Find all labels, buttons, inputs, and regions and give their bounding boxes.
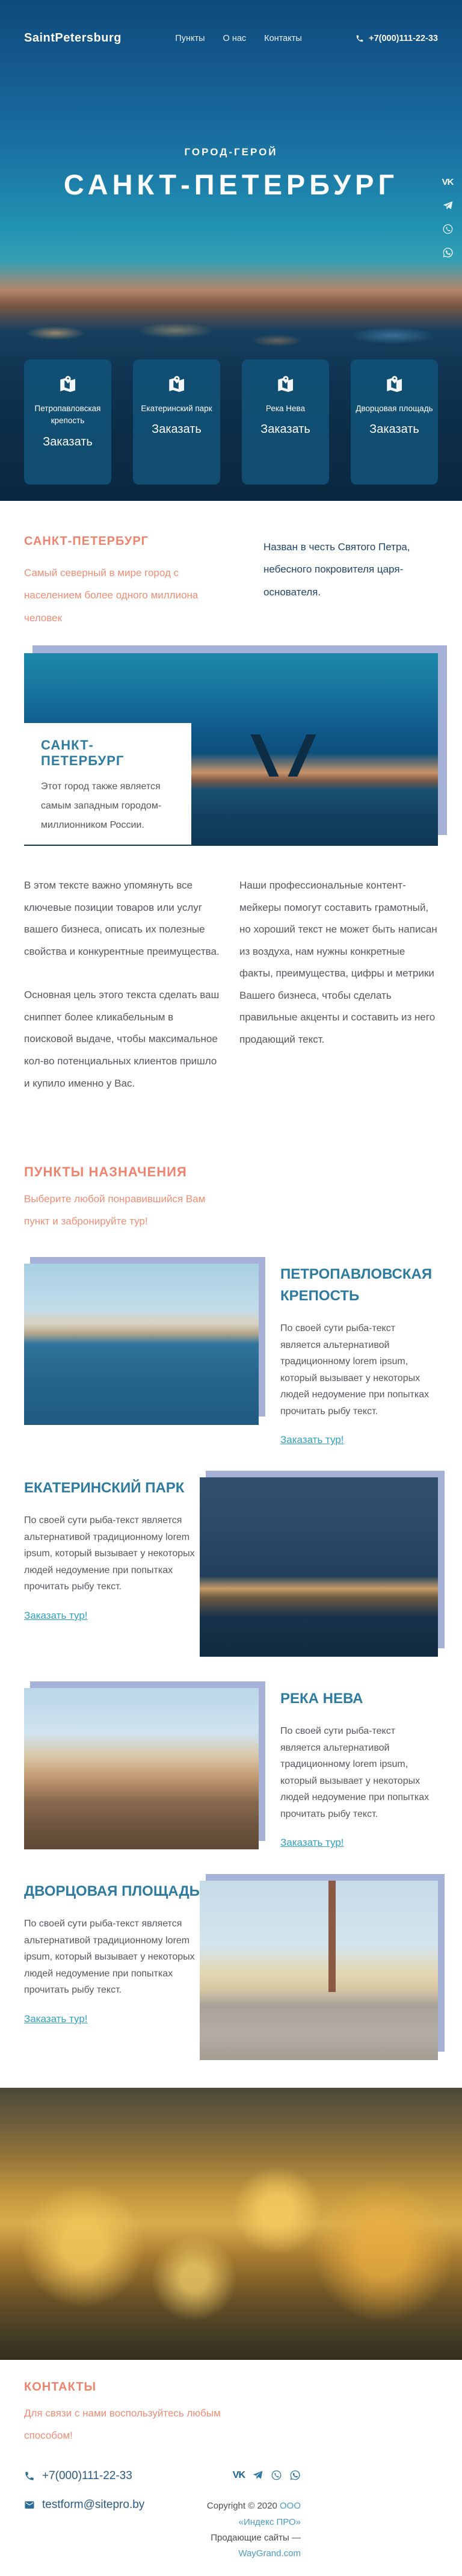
photo-overlay-card (24, 723, 191, 845)
waygrand-link[interactable]: WayGrand.com (238, 2548, 301, 2559)
hero-card-title: Река Нева (265, 404, 306, 413)
destination-block-park (0, 1477, 462, 1657)
book-tour-link[interactable]: Заказать тур! (280, 1837, 344, 1849)
phone-icon (24, 2471, 35, 2481)
header-phone-number: +7(000)111-22-33 (369, 33, 438, 43)
main-nav (122, 34, 356, 43)
destination-text: По своей сути рыба-текст является альтернативой традиционному lorem ipsum, который вызывает у некоторых людей недоумение при попытках прочитать рыбу текст. (280, 1323, 430, 1417)
whatsapp-icon[interactable] (442, 246, 454, 258)
about-text-columns (0, 875, 462, 1116)
nav-item-about[interactable]: О нас (223, 33, 247, 43)
park-photo (200, 1477, 438, 1657)
contacts-subtitle: Для связи с нами воспользуйтесь любым способом! (24, 2407, 221, 2441)
order-button[interactable]: Заказать (260, 423, 310, 436)
contacts-section (0, 2360, 462, 2576)
hero-social-bar (442, 176, 454, 258)
about-heading: САНКТ-ПЕТЕРБУРГ (24, 535, 149, 548)
destination-title: ЕКАТЕРИНСКИЙ ПАРК (24, 1480, 185, 1497)
hero-card-neva[interactable] (242, 359, 329, 485)
hero-cards (24, 359, 438, 485)
fortress-photo (24, 1264, 259, 1425)
nav-item-contacts[interactable]: Контакты (264, 33, 302, 43)
hero-card-park[interactable] (133, 359, 220, 485)
destination-title: ДВОРЦОВАЯ ПЛОЩАДЬ (24, 1883, 200, 1900)
about-section (0, 535, 462, 629)
book-tour-link[interactable]: Заказать тур! (24, 2013, 88, 2025)
book-tour-link[interactable]: Заказать тур! (280, 1434, 344, 1446)
about-paragraph: Наши профессиональные контент-мейкеры помогут составить грамотный, но хороший текст не может быть написан из воздуха, нам нужны конкретные факты, преимущества, цифры и метрики Вашего бизнеса, чтобы сделать правильные акценты и составить из него продающий текст. (239, 880, 437, 1045)
phone-icon (356, 34, 364, 43)
footer-social-bar (232, 2469, 301, 2481)
bridge-photo-panel (24, 653, 438, 846)
hero-card-title: Екатеринский парк (141, 404, 212, 413)
destination-title: ПЕТРОПАВЛОВСКАЯ КРЕПОСТЬ (280, 1266, 433, 1305)
about-paragraph: В этом тексте важно упомянуть все ключевые позиции товаров или услуг вашего бизнеса, описать их полезные свойства и конкурентные преимущества. (24, 880, 220, 957)
hero-card-square[interactable] (351, 359, 438, 485)
destination-text: По своей сути рыба-текст является альтернативой традиционному lorem ipsum, который вызывает у некоторых людей недоумение при попытках прочитать рыбу текст. (24, 1919, 195, 1996)
about-paragraph: Основная цель этого текста сделать ваш сниппет более кликабельным в поисковой выдаче, чтобы максимальное кол-во потенциальных клиентов пришло и купило именно у Вас. (24, 989, 220, 1089)
hero-card-title: Петропавловская крепость (34, 404, 101, 426)
map-pin-icon (276, 374, 296, 395)
telegram-icon[interactable] (252, 2469, 263, 2481)
contacts-heading: КОНТАКТЫ (24, 2380, 97, 2394)
destinations-heading: ПУНКТЫ НАЗНАЧЕНИЯ (24, 1164, 187, 1180)
map-pin-icon (384, 374, 405, 395)
neva-photo (24, 1688, 259, 1849)
vk-icon[interactable]: VK (442, 176, 454, 187)
about-lead: Самый северный в мире город с населением более одного миллиона человек (24, 567, 199, 624)
nav-item-destinations[interactable]: Пункты (175, 33, 205, 43)
order-button[interactable]: Заказать (369, 423, 419, 436)
overlay-heading: САНКТ-ПЕТЕРБУРГ (41, 737, 125, 769)
email-icon (24, 2500, 35, 2510)
hero-card-title: Дворцовая площадь (356, 404, 433, 413)
hero-subtitle: ГОРОД-ГЕРОЙ (184, 146, 278, 158)
copyright-block (180, 2498, 301, 2562)
destination-block-square (0, 1881, 462, 2060)
map-pin-icon (58, 374, 78, 395)
order-button[interactable]: Заказать (43, 435, 93, 448)
hero-section (0, 0, 462, 501)
order-button[interactable]: Заказать (152, 423, 202, 436)
about-right-text: Назван в честь Святого Петра, небесного покровителя царя-основателя. (263, 541, 410, 598)
viber-icon[interactable] (271, 2469, 282, 2481)
vk-icon[interactable]: VK (232, 2469, 245, 2480)
whatsapp-icon[interactable] (289, 2469, 301, 2481)
logo: SaintPetersburg (24, 31, 122, 45)
copyright-text: Copyright © 2020 (206, 2501, 280, 2512)
destination-title: РЕКА НЕВА (280, 1690, 363, 1707)
contact-email-address: testform@sitepro.by (42, 2498, 145, 2512)
overlay-text: Этот город также является самым западным городом-миллионником России. (41, 781, 162, 831)
header-phone[interactable] (356, 34, 438, 43)
tagline-text: Продающие сайты — (211, 2532, 301, 2543)
palace-square-photo (200, 1881, 438, 2060)
destination-block-neva (0, 1688, 462, 1849)
copyright-company-link[interactable]: ООО «Индекс ПРО» (238, 2501, 301, 2527)
hero-title: САНКТ-ПЕТЕРБУРГ (63, 169, 399, 200)
book-tour-link[interactable]: Заказать тур! (24, 1609, 88, 1621)
header (0, 0, 462, 45)
destinations-subtitle: Выберите любой понравившийся Вам пункт и забронируйте тур! (24, 1193, 206, 1227)
contact-phone-number: +7(000)111-22-33 (42, 2469, 132, 2483)
destination-text: По своей сути рыба-текст является альтернативой традиционному lorem ipsum, который вызывает у некоторых людей недоумение при попытках прочитать рыбу текст. (280, 1726, 430, 1819)
destination-block-fortress (0, 1264, 462, 1446)
contact-phone[interactable] (24, 2469, 235, 2483)
viber-icon[interactable] (442, 223, 454, 235)
telegram-icon[interactable] (442, 199, 454, 211)
hero-card-fortress[interactable] (24, 359, 111, 485)
destination-text: По своей сути рыба-текст является альтернативой традиционному lorem ipsum, который вызывает у некоторых людей недоумение при попытках прочитать рыбу текст. (24, 1515, 195, 1592)
destinations-header (0, 1164, 462, 1232)
fountain-photo (0, 2088, 462, 2360)
map-pin-icon (167, 374, 187, 395)
